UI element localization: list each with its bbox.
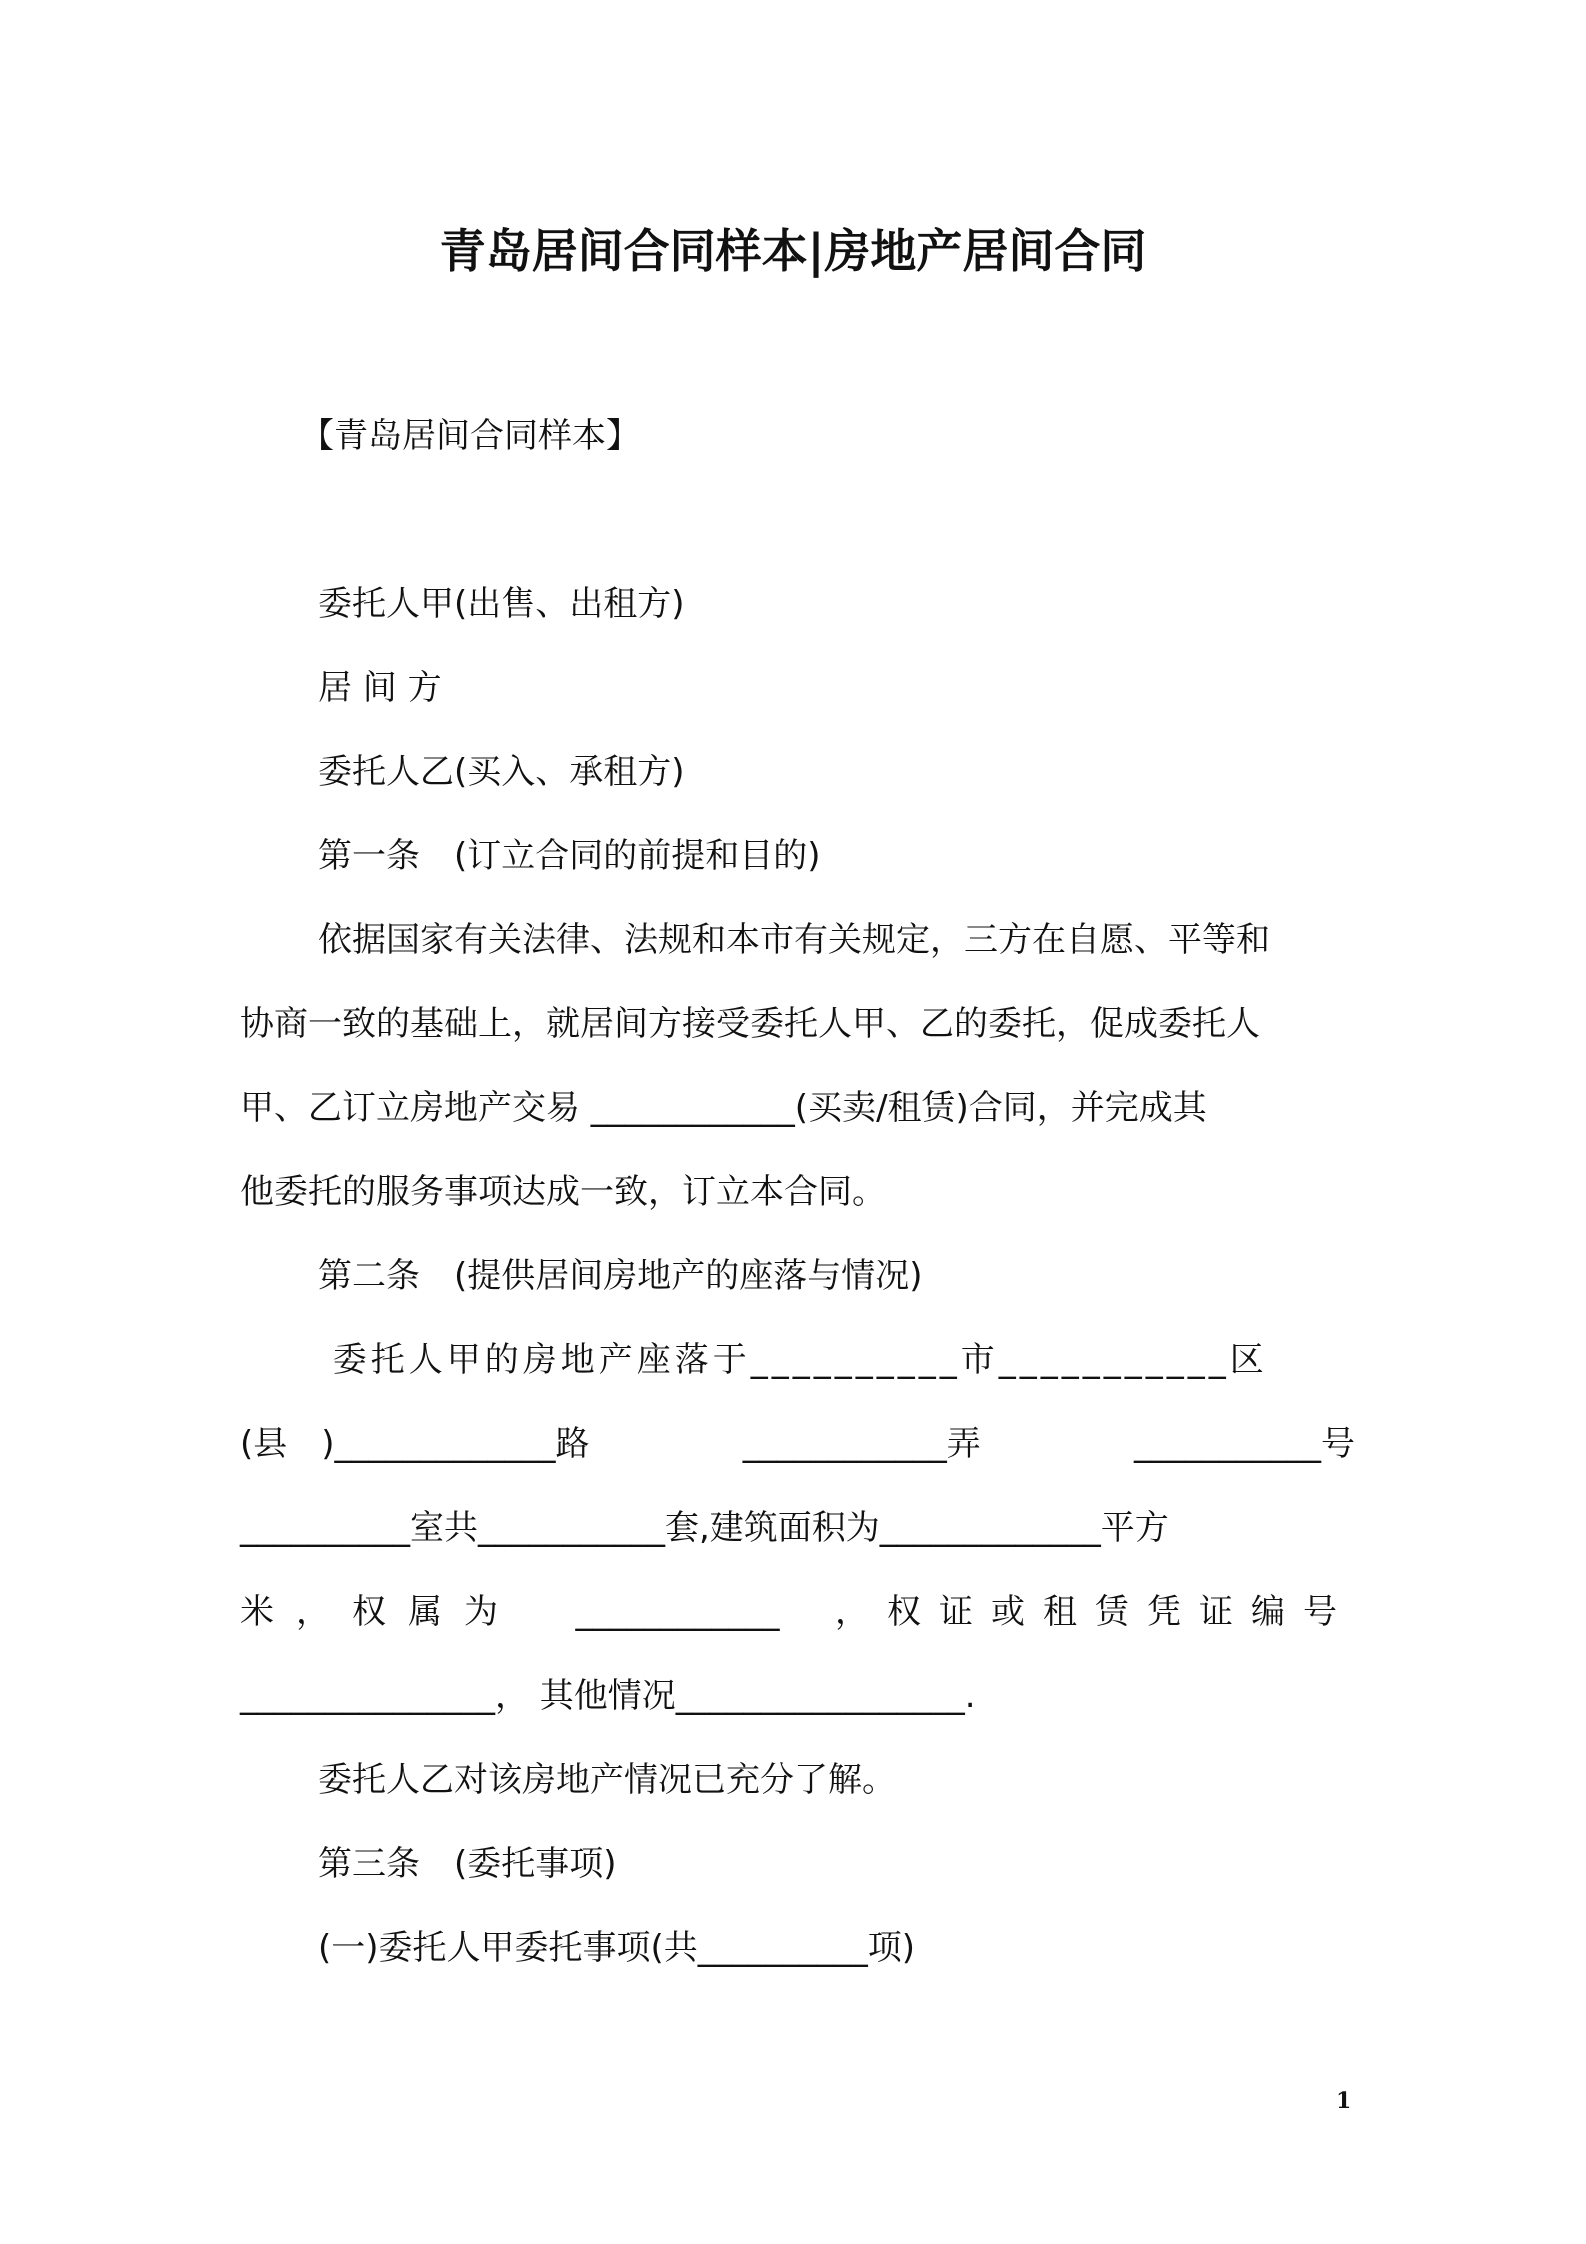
article-1-text-line: 依据国家有关法律、法规和本市有关规定，三方在自愿、平等和 <box>318 920 1270 960</box>
article-1-text-line: 甲、乙订立房地产交易 ____________(买卖/租赁)合同，并完成其 <box>240 1088 1207 1128</box>
article-2-text-line: __________室共___________套,建筑面积为_____________平方 <box>240 1508 1169 1548</box>
article-1-text-line: 他委托的服务事项达成一致，订立本合同。 <box>240 1172 886 1212</box>
party-a-line: 委托人甲(出售、出租方) <box>318 584 685 624</box>
document-title: 青岛居间合同样本|房地产居间合同 <box>439 224 1147 278</box>
address-road-fill: (县 )_____________路 <box>240 1424 590 1464</box>
address-number-fill: ___________号 <box>1134 1424 1355 1464</box>
article-2-text-line: 委托人甲的房地产座落于__________市___________区 <box>318 1340 1268 1380</box>
article-3-text-line: (一)委托人甲委托事项(共__________项) <box>318 1928 916 1968</box>
article-1-heading: 第一条 (订立合同的前提和目的) <box>318 836 821 876</box>
section-heading: 【青岛居间合同样本】 <box>300 416 640 456</box>
page-number: 1 <box>1336 2088 1352 2114</box>
article-1-text-line: 协商一致的基础上，就居间方接受委托人甲、乙的委托，促成委托人 <box>240 1004 1260 1044</box>
article-3-heading: 第三条 (委托事项) <box>318 1844 617 1884</box>
party-b-line: 委托人乙(买入、承租方) <box>318 752 685 792</box>
ownership-label: 米，权属为 <box>240 1592 520 1632</box>
article-2-text-line: _______________， 其他情况_________________. <box>240 1676 976 1716</box>
ownership-fill: ____________ <box>575 1592 780 1632</box>
address-lane-fill: ____________弄 <box>742 1424 981 1464</box>
broker-line: 居 间 方 <box>318 668 442 708</box>
article-2-heading: 第二条 (提供居间房地产的座落与情况) <box>318 1256 923 1296</box>
article-2-address-line <box>240 1420 1355 1468</box>
article-2-ownership-line <box>240 1588 1355 1636</box>
certificate-label: ，权证或租赁凭证编号 <box>835 1592 1355 1632</box>
article-2-text-line: 委托人乙对该房地产情况已充分了解。 <box>318 1760 896 1800</box>
